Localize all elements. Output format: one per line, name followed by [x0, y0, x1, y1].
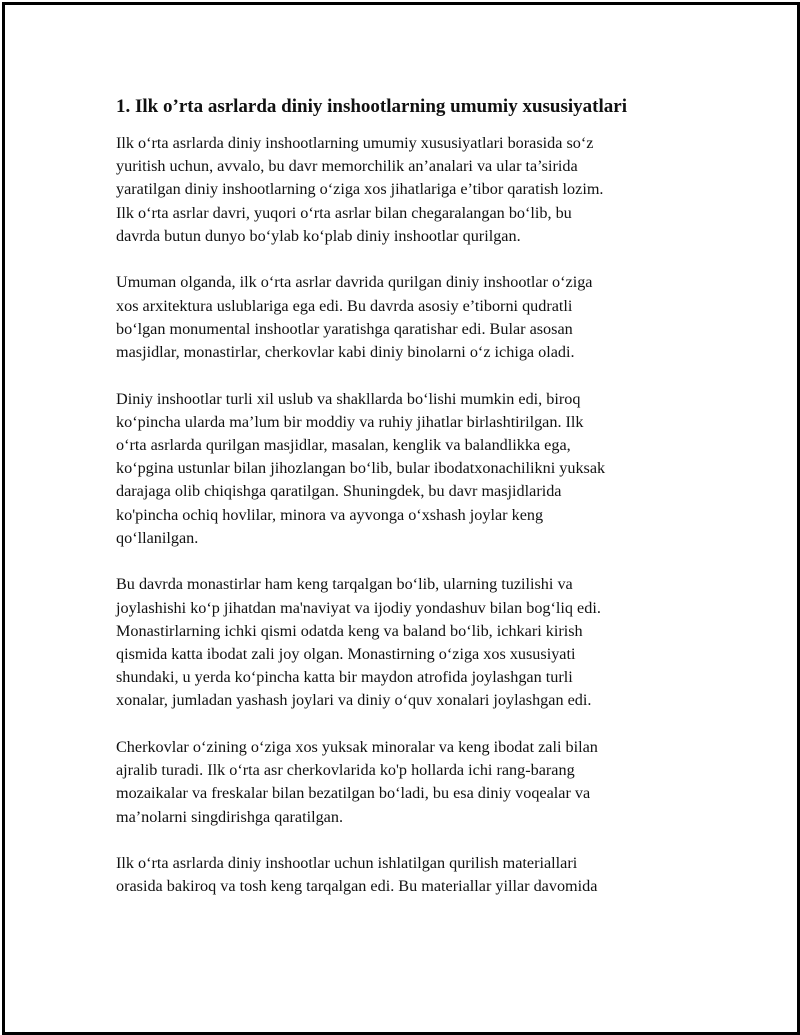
- text-line: xonalar, jumladan yashash joylari va diniy o‘quv xonalari joylashgan edi.: [116, 691, 592, 710]
- text-line: ko‘pincha ularda ma’lum bir moddiy va ruhiy jihatlar birlashtirilgan. Ilk: [116, 412, 584, 431]
- text-line: mozaikalar va freskalar bilan bezatilgan bo‘ladi, bu esa diniy voqealar va: [116, 784, 591, 803]
- text-line: shundaki, u yerda ko‘pincha katta bir maydon atrofida joylashgan turli: [116, 668, 573, 687]
- text-line: yaratilgan diniy inshootlarning o‘ziga xos jihatlariga e’tibor qaratish lozim.: [116, 180, 604, 199]
- document-body: [116, 95, 696, 922]
- text-line: davrda butun dunyo bo‘ylab ko‘plab diniy inshootlar qurilgan.: [116, 226, 521, 245]
- paragraph-5: [116, 736, 696, 829]
- paragraph-1: [116, 132, 696, 248]
- text-line: Diniy inshootlar turli xil uslub va shakllarda bo‘lishi mumkin edi, biroq: [116, 389, 581, 408]
- text-line: bo‘lgan monumental inshootlar yaratishga qaratishar edi. Bular asosan: [116, 319, 573, 338]
- text-line: ajralib turadi. Ilk o‘rta asr cherkovlarida ko'p hollarda ichi rang-barang: [116, 761, 575, 780]
- text-line: ko‘pgina ustunlar bilan jihozlangan bo‘lib, bular ibodatxonachilikni yuksak: [116, 459, 606, 478]
- text-line: yuritish uchun, avvalo, bu davr memorchilik an’analari va ular ta’sirida: [116, 157, 578, 176]
- text-line: Ilk o‘rta asrlar davri, yuqori o‘rta asrlar bilan chegaralangan bo‘lib, bu: [116, 203, 572, 222]
- paragraph-6: [116, 852, 696, 898]
- section-heading: 1. Ilk o’rta asrlarda diniy inshootlarning umumiy xususiyatlari: [116, 96, 627, 117]
- paragraph-4: [116, 573, 696, 712]
- text-line: darajaga olib chiqishga qaratilgan. Shuningdek, bu davr masjidlarida: [116, 482, 562, 501]
- text-line: qismida katta ibodat zali joy olgan. Monastirning o‘ziga xos xususiyati: [116, 645, 576, 664]
- text-line: Umuman olganda, ilk o‘rta asrlar davrida qurilgan diniy inshootlar o‘ziga: [116, 273, 593, 292]
- paragraph-2: [116, 271, 696, 364]
- text-line: qo‘llanilgan.: [116, 528, 199, 547]
- paragraph-3: [116, 388, 696, 550]
- text-line: xos arxitektura uslublariga ega edi. Bu davrda asosiy e’tiborni qudratli: [116, 296, 573, 315]
- text-line: orasida bakiroq va tosh keng tarqalgan edi. Bu materiallar yillar davomida: [116, 877, 598, 896]
- text-line: Cherkovlar o‘zining o‘ziga xos yuksak minoralar va keng ibodat zali bilan: [116, 738, 598, 757]
- text-line: masjidlar, monastirlar, cherkovlar kabi diniy binolarni o‘z ichiga oladi.: [116, 343, 575, 362]
- text-line: Monastirlarning ichki qismi odatda keng va baland bo‘lib, ichkari kirish: [116, 621, 583, 640]
- text-line: ma’nolarni singdirishga qaratilgan.: [116, 807, 344, 826]
- text-line: ko'pincha ochiq hovlilar, minora va ayvonga o‘xshash joylar keng: [116, 505, 544, 524]
- text-line: joylashishi ko‘p jihatdan ma'naviyat va ijodiy yondashuv bilan bog‘liq edi.: [116, 598, 601, 617]
- text-line: o‘rta asrlarda qurilgan masjidlar, masalan, kenglik va balandlikka ega,: [116, 436, 571, 455]
- text-line: Ilk o‘rta asrlarda diniy inshootlar uchun ishlatilgan qurilish materiallari: [116, 854, 578, 873]
- text-line: Bu davrda monastirlar ham keng tarqalgan bo‘lib, ularning tuzilishi va: [116, 575, 573, 594]
- text-line: Ilk o‘rta asrlarda diniy inshootlarning umumiy xususiyatlari borasida so‘z: [116, 134, 594, 152]
